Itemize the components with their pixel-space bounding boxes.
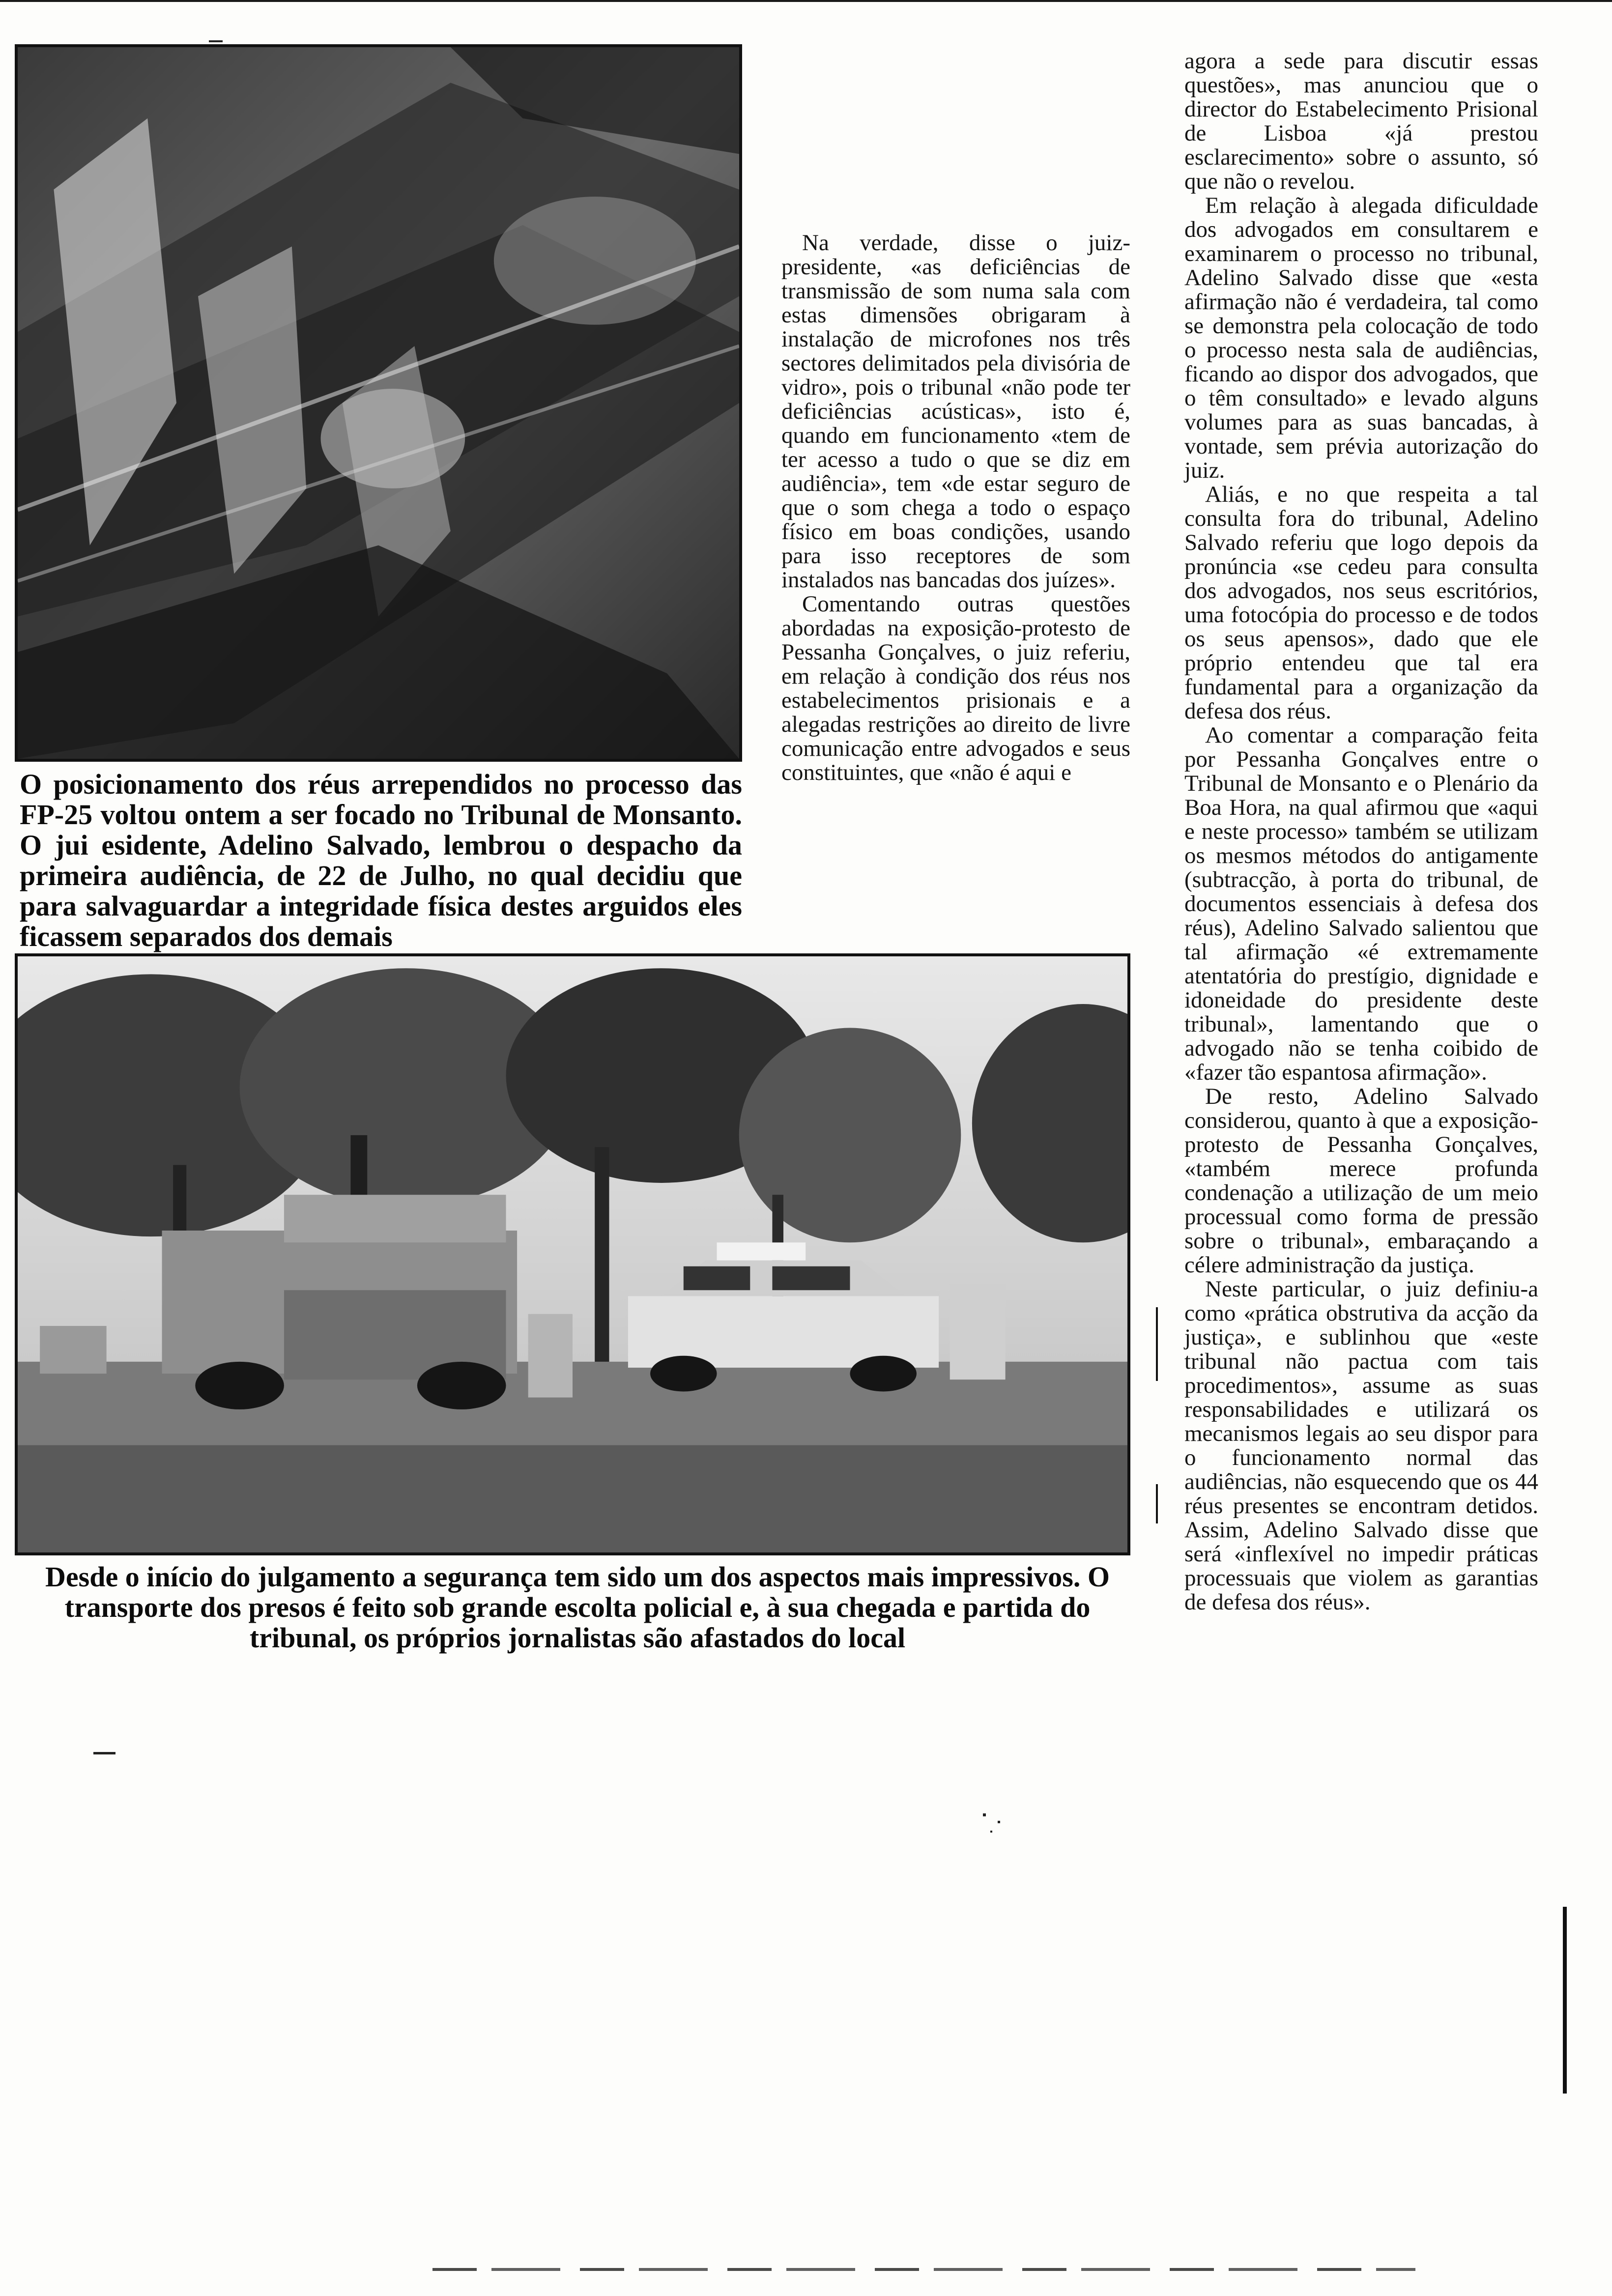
page-bottom-rule: [432, 2268, 1415, 2271]
paragraph: Aliás, e no que respeita a tal consulta fora do tribunal, Adelino Salvado referiu que logo depois da pronúncia «se cedeu para consulta dos advogados, nos seus escritórios, uma fotocópia do processo e de todos os seus apensos», dado que ele próprio entendeu que tal era fundamental para a organização da defesa dos réus.: [1184, 482, 1538, 724]
caption-police-photo: Desde o início do julgamento a segurança tem sido um dos aspectos mais impressivos. O transporte dos presos é feito sob grande escolta policial e, à sua chegada e partida do tribunal, os próprios jornalistas são afastados do local: [45, 1561, 1110, 1654]
photo-defendants-benches: [15, 44, 742, 762]
article-column-middle: [781, 231, 1130, 785]
column-rule: [1156, 1484, 1158, 1523]
print-mark: [998, 1821, 1000, 1823]
print-mark: [209, 40, 223, 42]
paragraph: Ao comentar a comparação feita por Pessanha Gonçalves entre o Tribunal de Monsanto e o Plenário da Boa Hora, na qual afirmou que «aqui e neste processo» também se utilizam os mesmos métodos do antigamente (subtracção, à porta do tribunal, de documentos essenciais à defesa dos réus), Adelino Salvado salientou que tal afirmação «é extremamente atentatória do prestígio, dignidade e idoneidade do presidente deste tribunal», lamentando que o advogado não se tenha coibido de «fazer tão espantosa afirmação».: [1184, 722, 1538, 1085]
photo-police-vehicles: [15, 953, 1130, 1555]
page-top-rule: [0, 0, 1612, 2]
column-rule: [1156, 1307, 1158, 1381]
paragraph: Na verdade, disse o juiz-presidente, «as deficiências de transmissão de som numa sala com estas dimensões obrigaram à instalação de microfones nos três sectores delimitados pela divisória de vidro», pois o tribunal «não pode ter deficiências acústicas», isto é, quando em funcionamento «tem de ter acesso a tudo o que se diz em audiência», tem «de estar seguro de que o som chega a todo o espaço físico em boas condições, usando para isso receptores de som instalados nas bancadas dos juízes».: [781, 230, 1130, 593]
paragraph: De resto, Adelino Salvado considerou, quanto à que a exposição- protesto de Pessanha Gonçalves, «também merece profunda condenação a utilização de um meio processual como forma de pressão sobre o tribunal», embaraçando a célere administração da justiça.: [1184, 1084, 1538, 1278]
article-column-right: [1184, 49, 1538, 1614]
paragraph: agora a sede para discutir essas questões», mas anunciou que o director do Estabelecimento Prisional de Lisboa «já prestou esclarecimento» sobre o assunto, só que não o revelou.: [1184, 48, 1538, 194]
column-rule: [1563, 1907, 1567, 2094]
print-mark: [983, 1813, 986, 1816]
print-mark: [93, 1752, 115, 1754]
paragraph: Comentando outras questões abordadas na exposição-protesto de Pessanha Gonçalves, o juiz referiu, em relação à condição dos réus nos estabelecimentos prisionais e a alegadas restrições ao direito de livre comunicação entre advogados e seus constituintes, que «não é aqui e: [781, 591, 1130, 785]
paragraph: Neste particular, o juiz definiu-a como «prática obstrutiva da acção da justiça», e sublinhou que «este tribunal não pactua com tais procedimentos», assume as suas responsabilidades e utilizará os mecanismos legais ao seu dispor para o funcionamento normal das audiências, não esquecendo que os 44 réus presentes se encontram detidos. Assim, Adelino Salvado disse que será «inflexível no impedir práticas processuais que violem as garantias de defesa dos réus».: [1184, 1276, 1538, 1615]
photo-police-vehicles-image: [18, 956, 1127, 1552]
paragraph: Em relação à alegada dificuldade dos advogados em consultarem e examinarem o processo no tribunal, Adelino Salvado disse que «esta afirmação não é verdadeira, tal como se demonstra pela colocação de todo o processo nesta sala de audiências, ficando ao dispor dos advogados, que o têm consultado» e levado alguns volumes para as suas bancadas, à vontade, sem prévia autorização do juiz.: [1184, 193, 1538, 483]
caption-defendants-photo: O posicionamento dos réus arrependidos no processo das FP-25 voltou ontem a ser focado no Tribunal de Monsanto. O jui esidente, Adelino Salvado, lembrou o despacho da primeira audiência, de 22 de Julho, no qual decidiu que para salvaguardar a integridade física destes arguidos eles ficassem separados dos demais: [20, 768, 742, 952]
photo-defendants-benches-image: [18, 47, 739, 759]
print-mark: [990, 1831, 992, 1833]
